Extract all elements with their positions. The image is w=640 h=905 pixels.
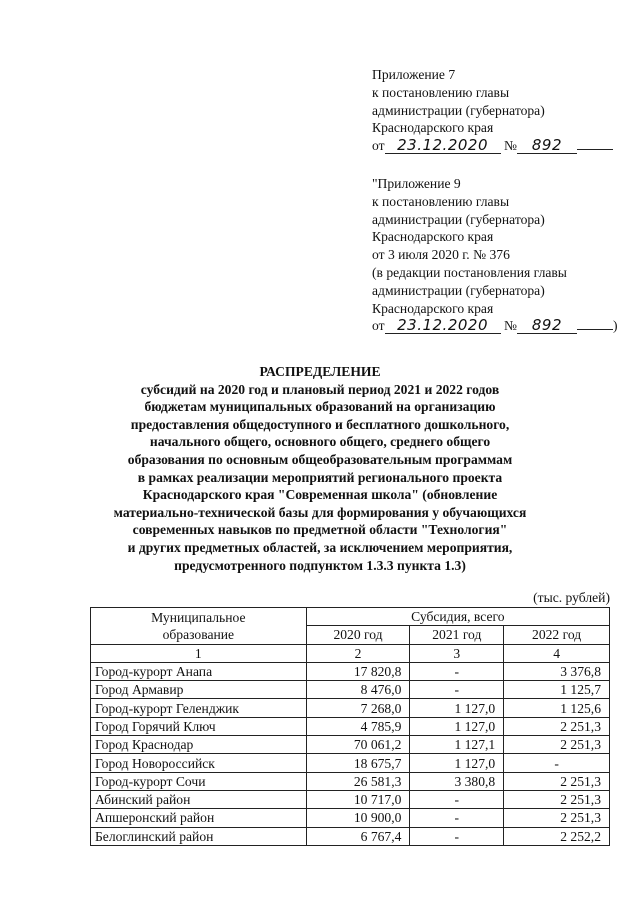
- table-row: [91, 681, 610, 699]
- column-number: 1: [91, 644, 307, 662]
- municipality-name: Город-курорт Анапа: [91, 662, 307, 680]
- title-line: начального общего, основного общего, среднего общего: [149, 434, 491, 450]
- municipality-name: Город Армавир: [91, 681, 307, 699]
- column-number: 4: [504, 644, 610, 662]
- title-line: предусмотренного подпунктом 1.3.3 пункта 1.3): [174, 557, 466, 573]
- handwritten-number: 892: [517, 138, 577, 154]
- number-sign: №: [503, 318, 517, 334]
- title-line: современных навыков по предметной области "Технология": [132, 522, 508, 538]
- value-2020: 18 675,7: [306, 754, 410, 772]
- title-heading: РАСПРЕДЕЛЕНИЕ: [259, 364, 381, 379]
- value-2022: 2 251,3: [504, 736, 610, 754]
- header-year-2021: 2021 год: [410, 626, 504, 644]
- appendix-line: к постановлению главы: [372, 84, 510, 100]
- table-row: [91, 809, 610, 827]
- header-subsidy-total: Субсидия, всего: [306, 608, 609, 626]
- value-2022: 2 251,3: [504, 717, 610, 735]
- value-2022: 3 376,8: [504, 662, 610, 680]
- title-line: и других предметных областей, за исключением мероприятия,: [127, 539, 513, 555]
- header-municipality: [91, 608, 307, 645]
- title-line: предоставления общедоступного и бесплатного дошкольного,: [130, 416, 510, 432]
- appendix-7-block: [372, 66, 613, 155]
- date-prefix: от: [372, 138, 385, 154]
- title-line: Краснодарского края "Современная школа" (обновление: [142, 487, 498, 503]
- document-title: [0, 363, 640, 574]
- value-2021: -: [410, 827, 504, 845]
- appendix-line: администрации (губернатора): [372, 102, 545, 118]
- municipality-name: Город-курорт Сочи: [91, 772, 307, 790]
- municipality-name: Белоглинский район: [91, 827, 307, 845]
- appendix-line: к постановлению главы: [372, 193, 510, 209]
- value-2021: 1 127,0: [410, 699, 504, 717]
- appendix-title: Приложение 7: [372, 67, 456, 82]
- value-2021: -: [410, 662, 504, 680]
- value-2020: 8 476,0: [306, 681, 410, 699]
- closing-paren: ): [612, 318, 618, 334]
- table-header-row: [91, 608, 610, 626]
- underline-tail: [577, 149, 613, 150]
- municipality-name: Город Новороссийск: [91, 754, 307, 772]
- table-row: [91, 736, 610, 754]
- value-2021: 3 380,8: [410, 772, 504, 790]
- handwritten-date: 23.12.2020: [385, 318, 501, 334]
- underline-tail: [577, 329, 613, 330]
- value-2022: 2 251,3: [504, 790, 610, 808]
- value-2021: 1 127,1: [410, 736, 504, 754]
- municipality-name: Город-курорт Геленджик: [91, 699, 307, 717]
- municipality-name: Абинский район: [91, 790, 307, 808]
- value-2021: -: [410, 681, 504, 699]
- title-line: материально-технической базы для формирования у обучающихся: [113, 504, 527, 520]
- title-line: субсидий на 2020 год и плановый период 2021 и 2022 годов: [140, 381, 500, 397]
- value-2022: 1 125,6: [504, 699, 610, 717]
- value-2022: 1 125,7: [504, 681, 610, 699]
- table-row: [91, 790, 610, 808]
- municipality-name: Город Горячий Ключ: [91, 717, 307, 735]
- value-2020: 6 767,4: [306, 827, 410, 845]
- value-2021: -: [410, 809, 504, 827]
- municipality-name: Апшеронский район: [91, 809, 307, 827]
- table-row: [91, 717, 610, 735]
- appendix-line: (в редакции постановления главы: [372, 264, 567, 280]
- column-number: 2: [306, 644, 410, 662]
- appendix-title: "Приложение 9: [372, 176, 461, 191]
- table-row: [91, 662, 610, 680]
- units-label: (тыс. рублей): [533, 590, 610, 605]
- table-row: [91, 772, 610, 790]
- appendix-line: администрации (губернатора): [372, 282, 545, 298]
- value-2021: -: [410, 790, 504, 808]
- header-year-2020: 2020 год: [306, 626, 410, 644]
- number-sign: №: [503, 138, 517, 154]
- value-2020: 10 717,0: [306, 790, 410, 808]
- value-2020: 4 785,9: [306, 717, 410, 735]
- appendix-line: Краснодарского края: [372, 300, 494, 316]
- table-row: [91, 754, 610, 772]
- value-2020: 70 061,2: [306, 736, 410, 754]
- appendix-line: от 3 июля 2020 г. № 376: [372, 247, 510, 263]
- appendix-9-block: [372, 175, 617, 335]
- value-2020: 10 900,0: [306, 809, 410, 827]
- column-number: 3: [410, 644, 504, 662]
- handwritten-number: 892: [517, 318, 577, 334]
- header-municipality-line1: Муниципальное: [151, 609, 246, 625]
- appendix-date-line: [372, 317, 617, 335]
- subsidy-table: [90, 607, 610, 846]
- value-2020: 17 820,8: [306, 662, 410, 680]
- value-2022: 2 251,3: [504, 809, 610, 827]
- value-2021: 1 127,0: [410, 717, 504, 735]
- header-municipality-line2: образование: [162, 626, 235, 642]
- appendix-line: Краснодарского края: [372, 120, 494, 136]
- appendix-line: администрации (губернатора): [372, 211, 545, 227]
- value-2022: -: [504, 754, 610, 772]
- header-year-2022: 2022 год: [504, 626, 610, 644]
- table-numbering-row: [91, 644, 610, 662]
- title-line: образования по основным общеобразовательным программам: [127, 451, 513, 467]
- table-row: [91, 827, 610, 845]
- value-2020: 7 268,0: [306, 699, 410, 717]
- appendix-date-line: [372, 137, 613, 155]
- appendix-line: Краснодарского края: [372, 229, 494, 245]
- title-line: в рамках реализации мероприятий регионального проекта: [137, 469, 503, 485]
- table-row: [91, 699, 610, 717]
- value-2020: 26 581,3: [306, 772, 410, 790]
- value-2021: 1 127,0: [410, 754, 504, 772]
- title-line: бюджетам муниципальных образований на организацию: [144, 399, 496, 415]
- municipality-name: Город Краснодар: [91, 736, 307, 754]
- value-2022: 2 252,2: [504, 827, 610, 845]
- handwritten-date: 23.12.2020: [385, 138, 501, 154]
- date-prefix: от: [372, 318, 385, 334]
- value-2022: 2 251,3: [504, 772, 610, 790]
